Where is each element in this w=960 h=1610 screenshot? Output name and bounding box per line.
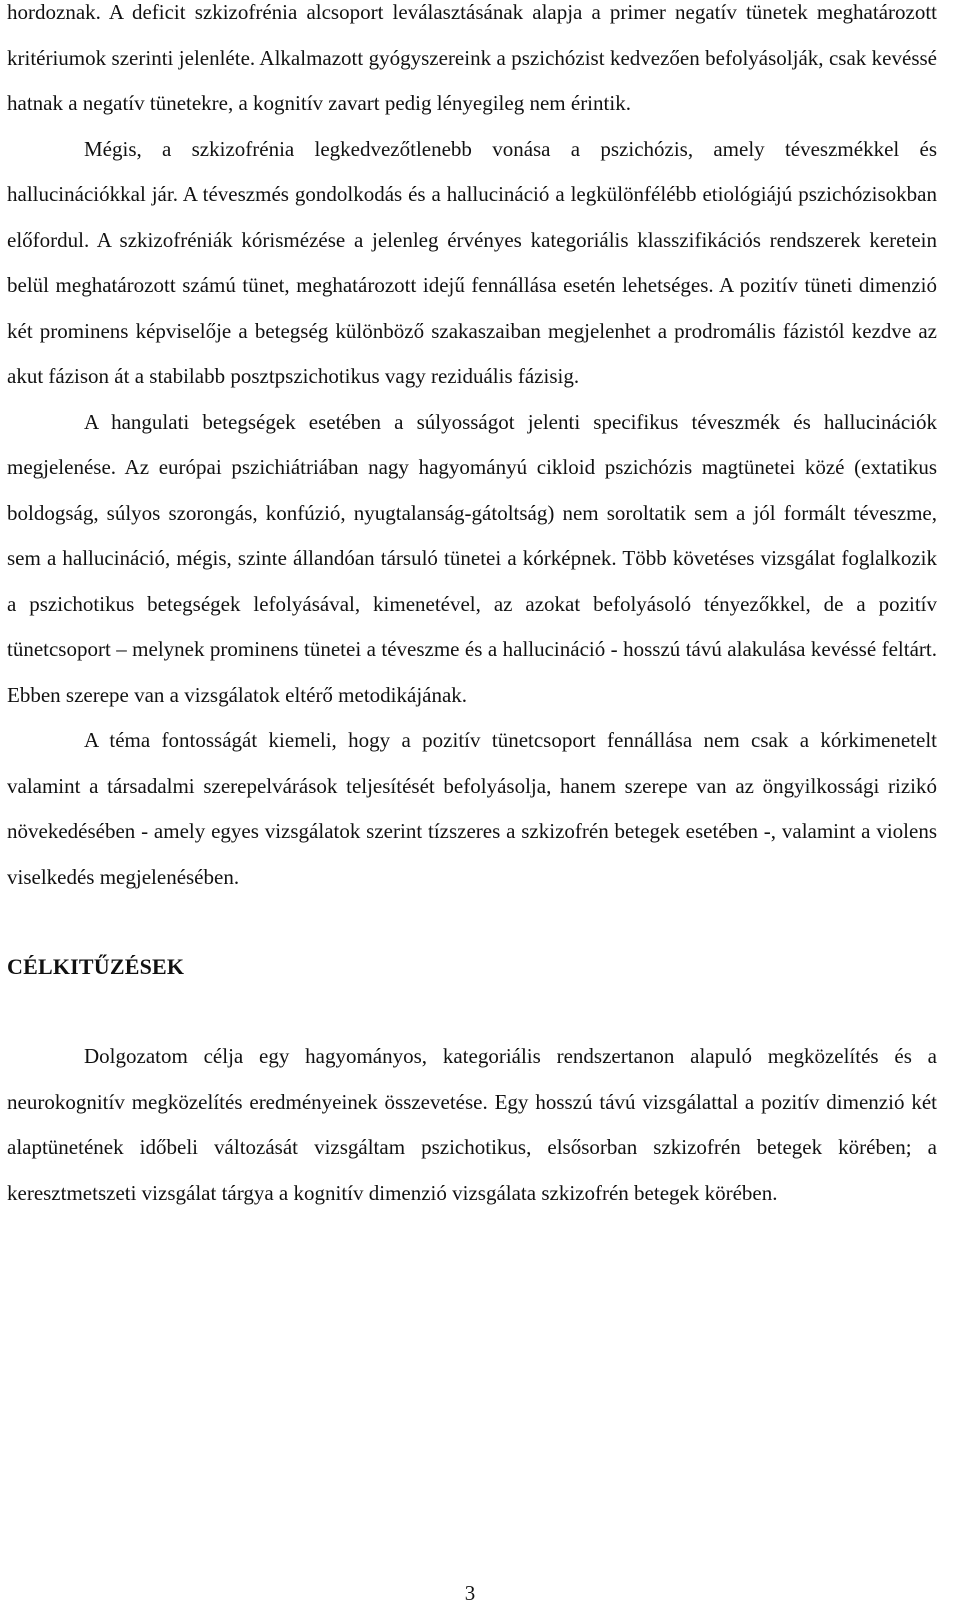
page-number: 3	[464, 1581, 476, 1605]
section-heading-celkituzesek: CÉLKITŰZÉSEK	[7, 954, 185, 979]
document-body	[7, 0, 937, 1216]
paragraph-positive-dimension: Mégis, a szkizofrénia legkedvezőtlenebb vonása a pszichózis, amely téveszmékkel és hallucinációkkal jár. A téveszmés gondolkodás és a hallucináció a legkülönfélébb etiológiájú pszichózisokban előfordul. A szkizofréniák kórismézése a jelenleg érvényes kategoriális klasszifikációs rendszerek keretein belül meghatározott számú tünet, meghatározott idejű fennállása esetén lehetséges. A pozitív tüneti dimenzió két prominens képviselője a betegség különböző szakaszaiban megjelenhet a prodromális fázistól kezdve az akut fázison át a stabilabb posztpszichotikus vagy reziduális fázisig.	[7, 136, 937, 388]
paragraph-mood-disorders: A hangulati betegségek esetében a súlyosságot jelenti specifikus téveszmék és hallucinációk megjelenése. Az európai pszichiátriában nagy hagyományú cikloid pszichózis magtünetei közé (extatikus boldogság, súlyos szorongás, konfúzió, nyugtalanság-gátoltság) nem soroltatik sem a jól formált téveszme, sem a hallucináció, mégis, szinte állandóan társuló tünetei a kórképnek. Több követéses vizsgálat foglalkozik a pszichotikus betegségek lefolyásával, kimenetével, az azokat befolyásoló tényezőkkel, de a pozitív tünetcsoport – melynek prominens tünetei a téveszme és a hallucináció - hosszú távú alakulása kevéssé feltárt. Ebben szerepe van a vizsgálatok eltérő metodikájának.	[7, 409, 937, 707]
paragraph-continuation: hordoznak. A deficit szkizofrénia alcsoport leválasztásának alapja a primer negatív tünetek meghatározott kritériumok szerinti jelenléte. Alkalmazott gyógyszereink a pszichózist kedvezően befolyásolják, csak kevéssé hatnak a negatív tünetekre, a kognitív zavart pedig lényegileg nem érintik.	[7, 0, 937, 115]
paragraph-goals: Dolgozatom célja egy hagyományos, kategoriális rendszertanon alapuló megközelítés és a neurokognitív megközelítés eredményeinek összevetése. Egy hosszú távú vizsgálattal a pozitív dimenzió két alaptünetének időbeli változását vizsgáltam pszichotikus, elsősorban szkizofrén betegek körében; a keresztmetszeti vizsgálat tárgya a kognitív dimenzió vizsgálata szkizofrén betegek körében.	[7, 1044, 937, 1205]
paragraph-topic-importance: A téma fontosságát kiemeli, hogy a pozitív tünetcsoport fennállása nem csak a kórkimenetelt valamint a társadalmi szerepelvárások teljesítését befolyásolja, hanem szerepe van az öngyilkossági rizikó növekedésében - amely egyes vizsgálatok szerint tízszeres a szkizofrén betegek esetében -, valamint a violens viselkedés megjelenésében.	[7, 728, 937, 889]
